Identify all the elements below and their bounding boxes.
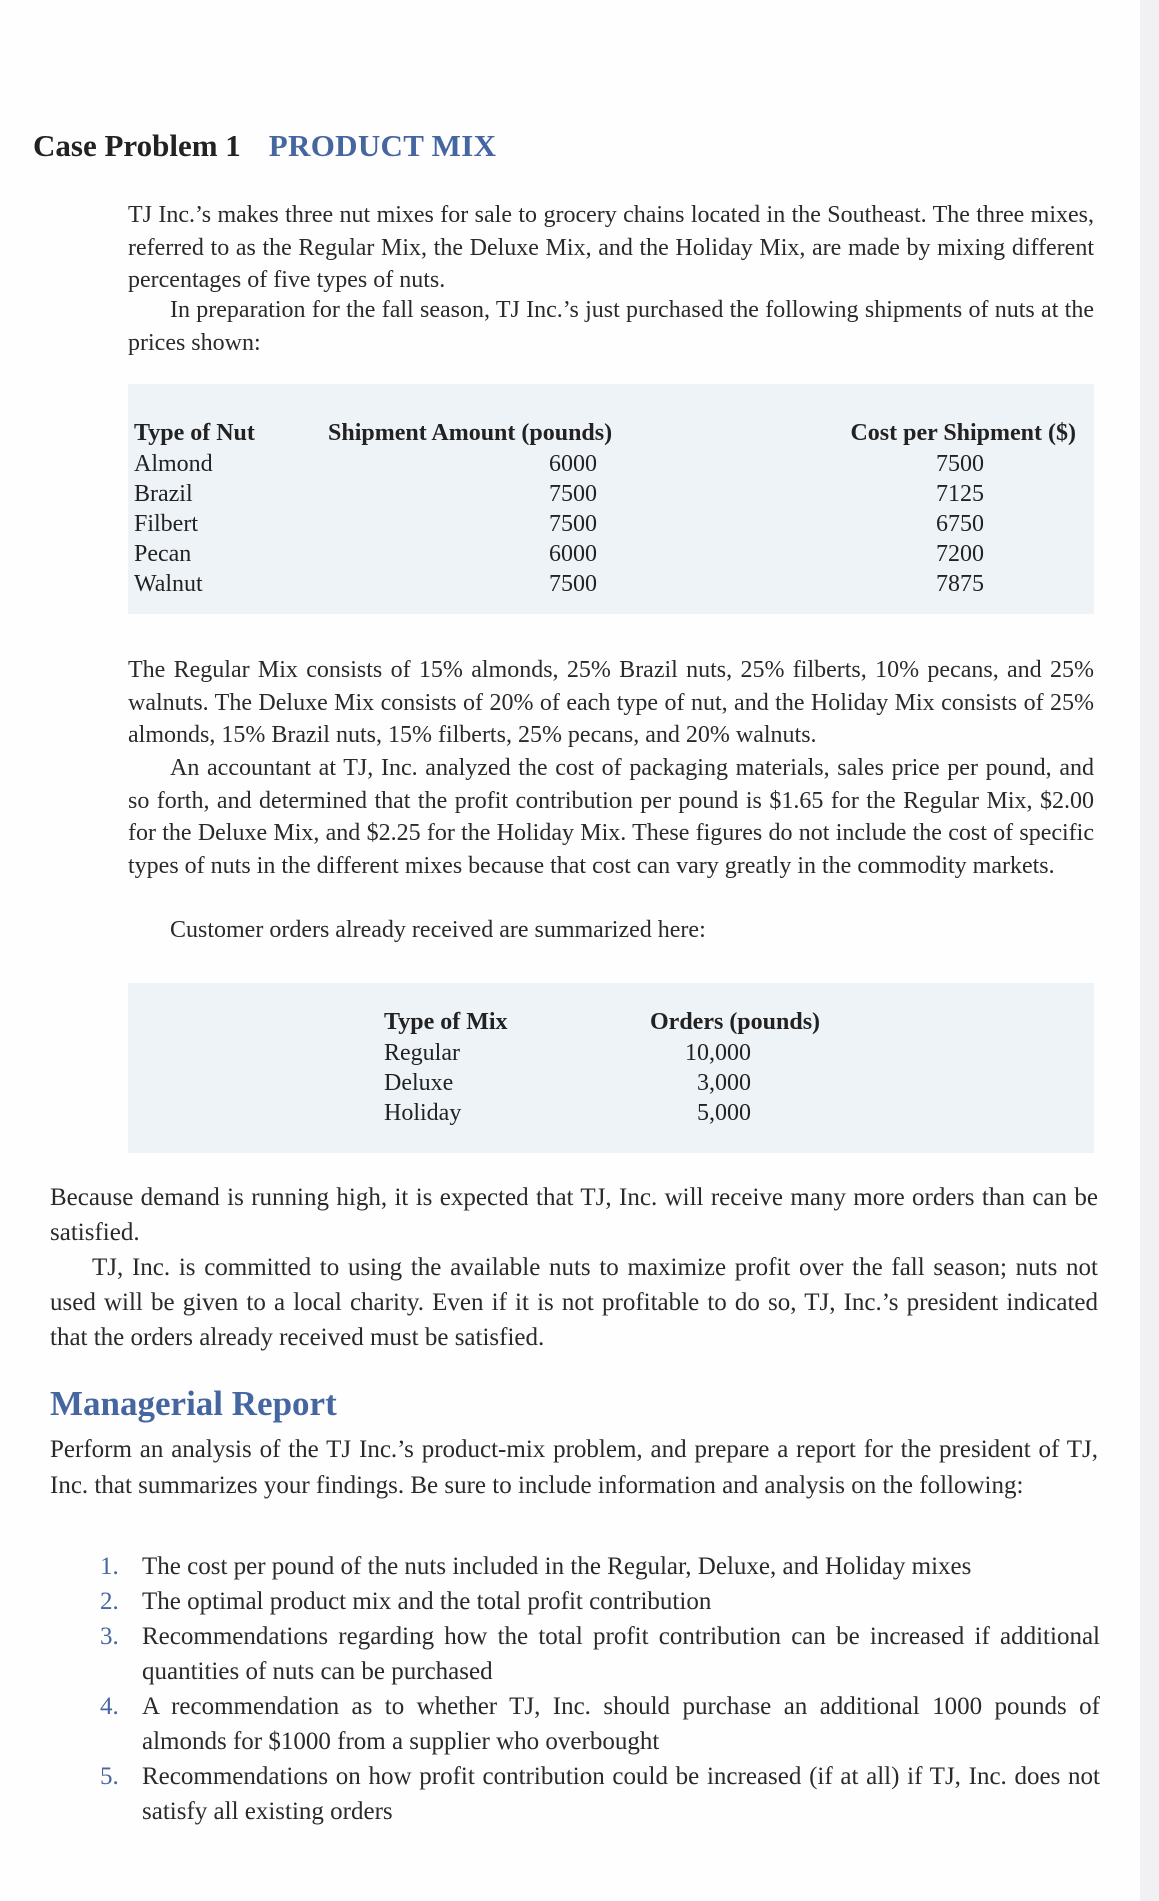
table-cell: 7500 xyxy=(549,481,597,507)
managerial-report-intro: Perform an analysis of the TJ Inc.’s product-mix problem, and prepare a report for the president of TJ, Inc. that summarizes your findings. Be sure to include information and analysis on the following: xyxy=(50,1436,1098,1499)
list-text: Recommendations regarding how the total profit contribution can be increased if additional quantities of nuts can be purchased xyxy=(142,1623,1100,1685)
list-text: The cost per pound of the nuts included in the Regular, Deluxe, and Holiday mixes xyxy=(142,1553,972,1580)
list-text: A recommendation as to whether TJ, Inc. should purchase an additional 1000 pounds of almonds for $1000 from a supplier who overbought xyxy=(142,1693,1100,1755)
list-text: Recommendations on how profit contribution could be increased (if at all) if TJ, Inc. does not satisfy all existing orders xyxy=(142,1763,1100,1825)
table-header: Orders (pounds) xyxy=(650,1009,821,1035)
table-cell: Regular xyxy=(384,1040,460,1066)
table-cell: Deluxe xyxy=(384,1070,454,1096)
list-item xyxy=(100,1759,1100,1829)
intro-paragraph: TJ Inc.’s makes three nut mixes for sale to grocery chains located in the Southeast. The three mixes, referred to as the Regular Mix, the Deluxe Mix, and the Holiday Mix, are made by mixing different percentages of five types of nuts. xyxy=(128,202,1094,293)
table-cell: 10,000 xyxy=(685,1040,751,1066)
profit-paragraph: An accountant at TJ, Inc. analyzed the cost of packaging materials, sales price per pound, and so forth, and determined that the profit contribution per pound is $1.65 for the Regular Mix, $2.00 for the Deluxe Mix, and $2.25 for the Holiday Mix. These figures do not include the cost of specific types of nuts in the different mixes because that cost can vary greatly in the commodity markets. xyxy=(128,755,1094,879)
mix-composition-paragraph: The Regular Mix consists of 15% almonds, 25% Brazil nuts, 25% filberts, 10% pecans, and 25% walnuts. The Deluxe Mix consists of 20% of each type of nut, and the Holiday Mix consists of 25% almonds, 15% Brazil nuts, 15% filberts, 25% pecans, and 20% walnuts. xyxy=(128,657,1094,748)
list-number: 5. xyxy=(100,1763,119,1790)
table-cell: 5,000 xyxy=(697,1100,751,1126)
shipments-table xyxy=(128,384,1094,614)
orders-intro-paragraph: Customer orders already received are summarized here: xyxy=(170,917,706,943)
report-items-list xyxy=(100,1549,1100,1829)
table-cell: 6000 xyxy=(549,451,597,477)
list-number: 3. xyxy=(100,1623,119,1650)
table-cell: 3,000 xyxy=(697,1070,751,1096)
table-cell: 7500 xyxy=(549,511,597,537)
list-item xyxy=(100,1549,1100,1584)
managerial-report-heading: Managerial Report xyxy=(50,1384,337,1423)
table-cell: Brazil xyxy=(134,481,193,507)
table-cell: 7500 xyxy=(936,451,984,477)
table-header: Type of Mix xyxy=(384,1009,508,1035)
table-header: Type of Nut xyxy=(134,420,255,446)
list-text: The optimal product mix and the total profit contribution xyxy=(142,1588,712,1615)
list-number: 4. xyxy=(100,1693,119,1720)
list-number: 1. xyxy=(100,1553,119,1580)
table-cell: 6750 xyxy=(936,511,984,537)
case-number: Case Problem 1 xyxy=(33,128,241,163)
list-item xyxy=(100,1619,1100,1689)
table-cell: 6000 xyxy=(549,541,597,567)
commitment-paragraph: TJ, Inc. is committed to using the available nuts to maximize profit over the fall season; nuts not used will be given to a local charity. Even if it is not profitable to do so, TJ, Inc.’s president indicated that the orders already received must be satisfied. xyxy=(50,1254,1098,1351)
case-title: PRODUCT MIX xyxy=(268,128,497,163)
demand-paragraph: Because demand is running high, it is expected that TJ, Inc. will receive many more orders than can be satisfied. xyxy=(50,1184,1098,1246)
case-heading xyxy=(33,128,496,164)
table-cell: Pecan xyxy=(134,541,192,567)
page-edge-shadow xyxy=(1140,0,1159,1901)
list-number: 2. xyxy=(100,1588,119,1615)
table-header: Cost per Shipment ($) xyxy=(850,420,1076,446)
table-cell: Holiday xyxy=(384,1100,462,1126)
table-cell: 7125 xyxy=(936,481,984,507)
list-item xyxy=(100,1584,1100,1619)
table-header: Shipment Amount (pounds) xyxy=(328,420,613,446)
table-cell: 7875 xyxy=(936,571,984,597)
purchase-paragraph: In preparation for the fall season, TJ Inc.’s just purchased the following shipments of nuts at the prices shown: xyxy=(128,297,1094,356)
list-item xyxy=(100,1689,1100,1759)
table-cell: Filbert xyxy=(134,511,198,537)
table-cell: 7200 xyxy=(936,541,984,567)
table-cell: 7500 xyxy=(549,571,597,597)
orders-table xyxy=(128,983,1094,1153)
table-cell: Almond xyxy=(134,451,213,477)
table-cell: Walnut xyxy=(134,571,203,597)
